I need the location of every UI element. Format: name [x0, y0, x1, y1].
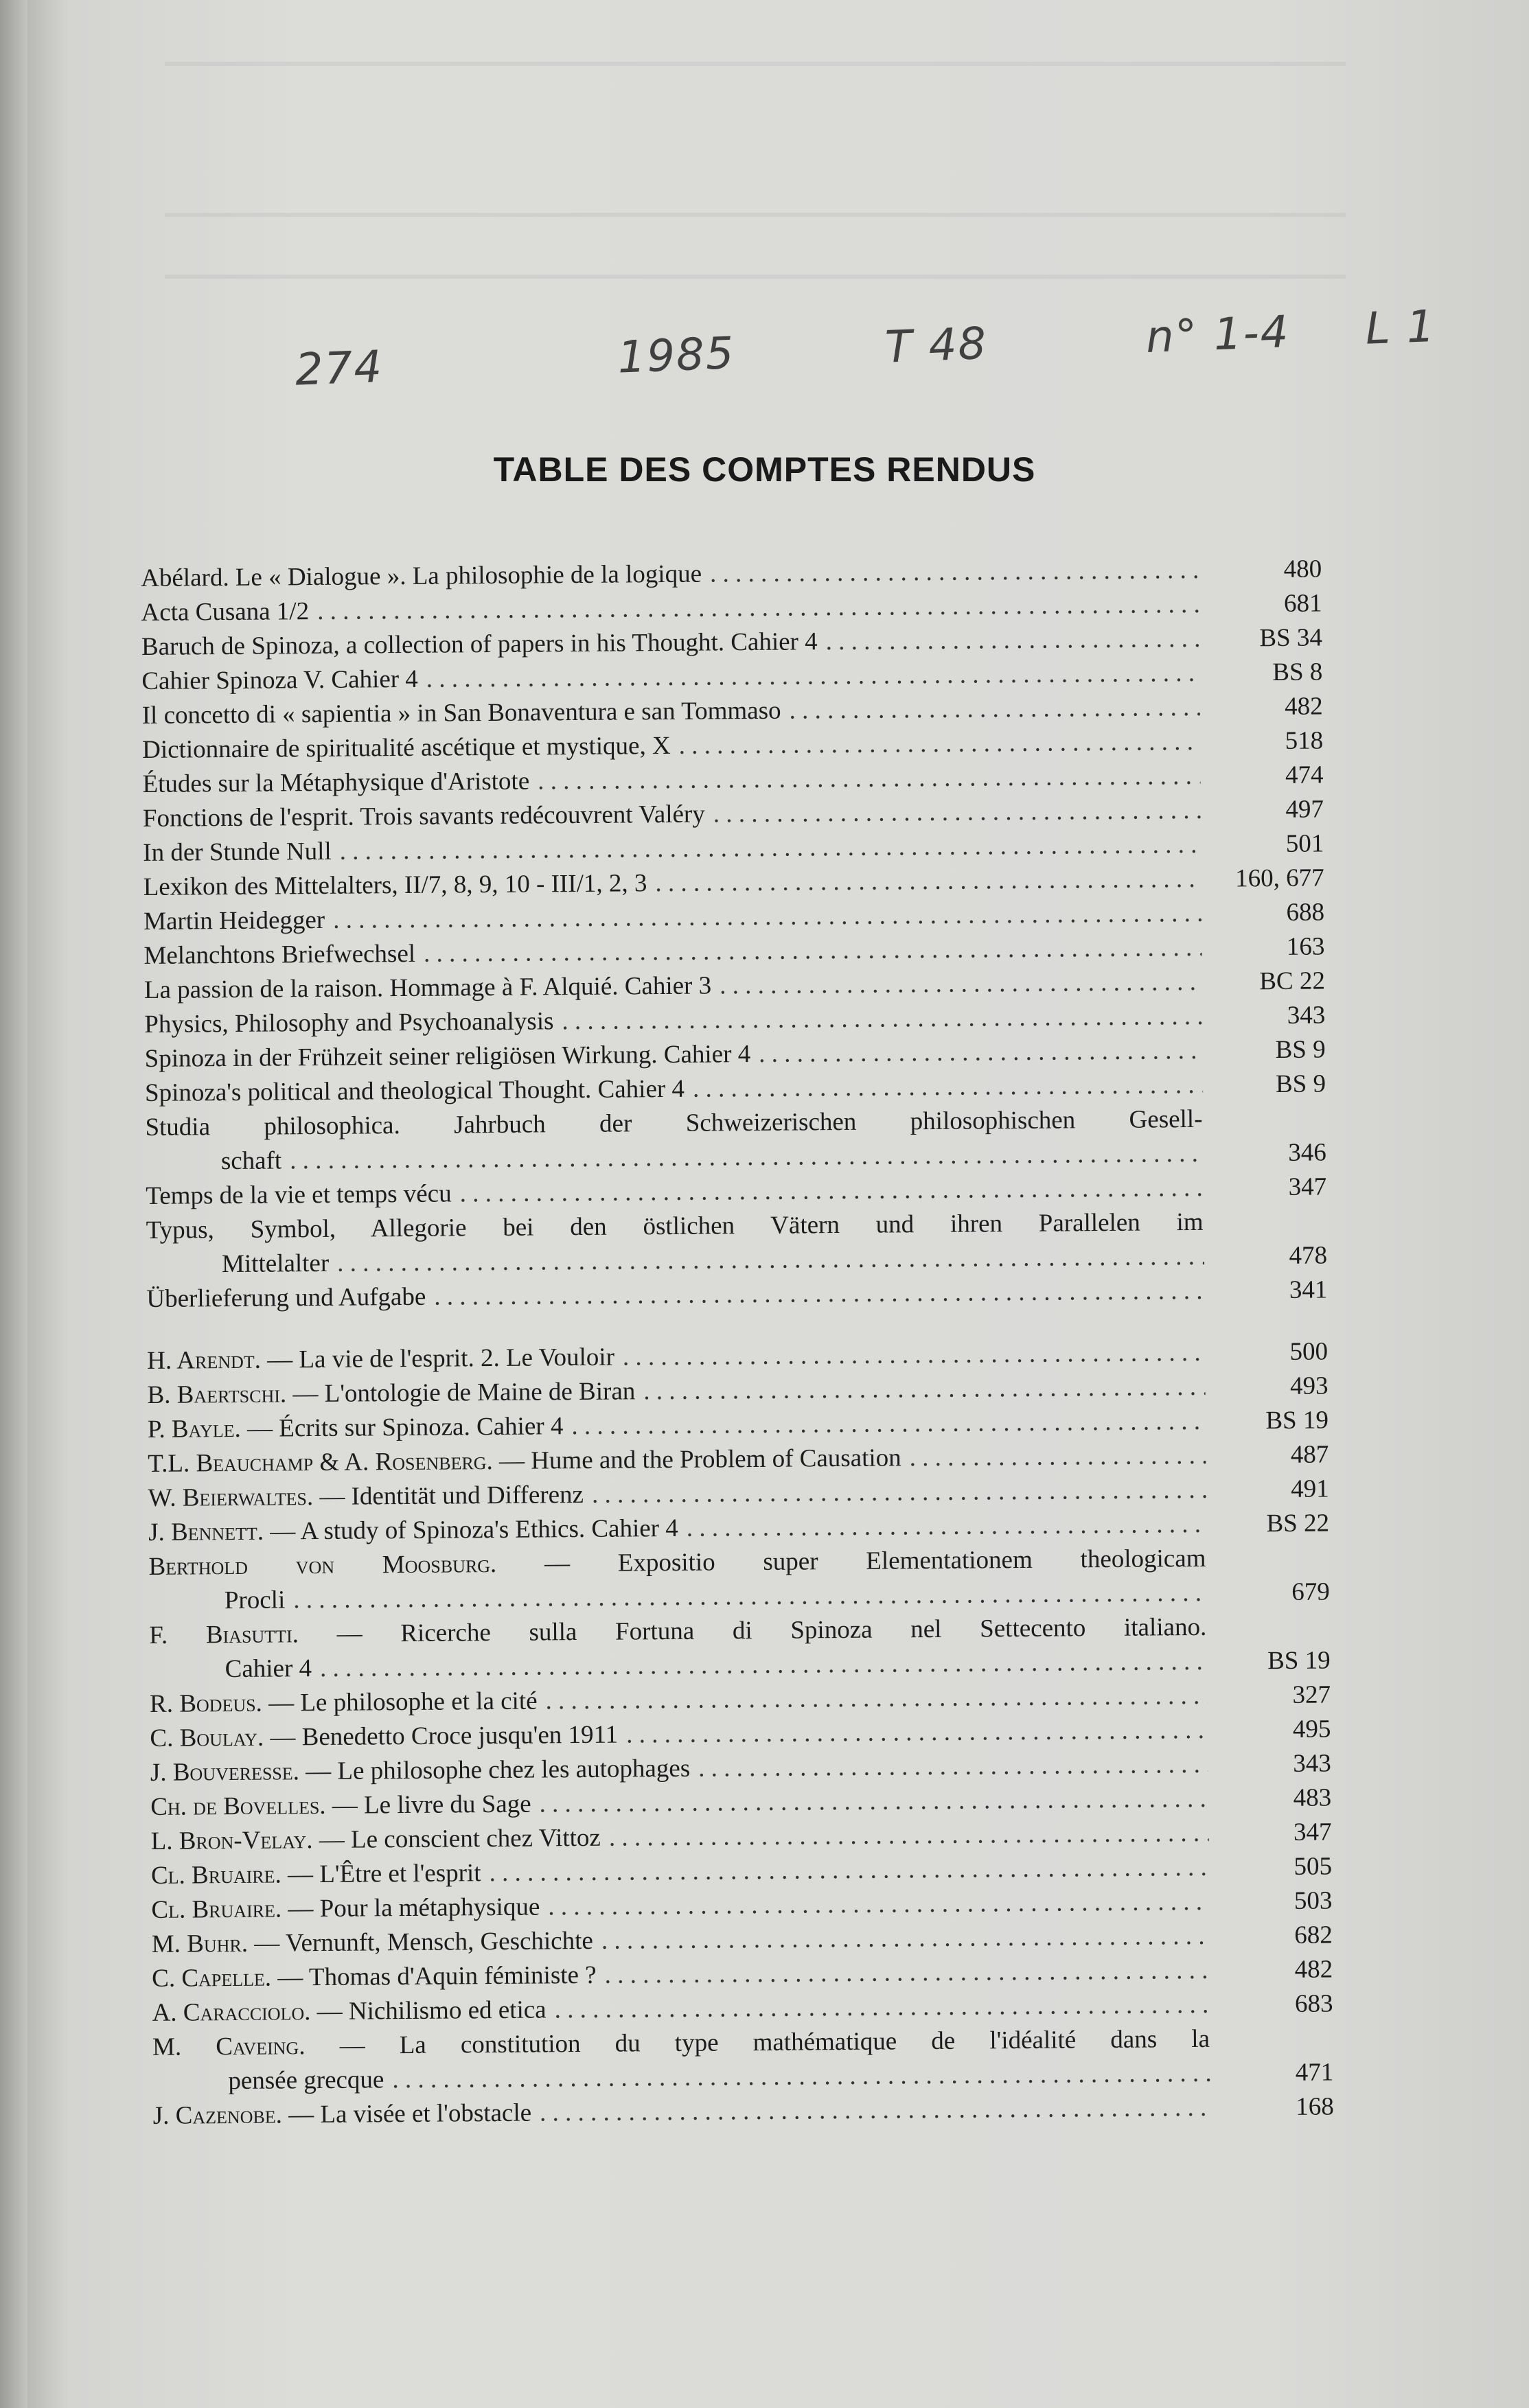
entry-text [142, 694, 781, 733]
author-name: F. Biasutti. [149, 1620, 299, 1649]
entry-title: Fonctions de l'esprit. Trois savants redécouvrent Valéry [142, 800, 705, 833]
entry-text [152, 1924, 593, 1962]
entry-text [142, 765, 529, 802]
author-name: M. Buhr. [151, 1929, 249, 1958]
author-name: P. Bayle. [147, 1414, 241, 1444]
entry-title: Physics, Philosophy and Psychoanalysis [144, 1007, 554, 1039]
leader-dots [424, 931, 1202, 971]
leader-dots [562, 999, 1202, 1039]
entry-title: Dictionnaire de spiritualité ascétique et mystique, X [141, 731, 671, 764]
leader-dots [687, 1507, 1207, 1546]
handwritten-mark: L 1 [1364, 301, 1437, 355]
leader-dots [609, 1816, 1209, 1855]
entry-title: — Vernunft, Mensch, Geschichte [254, 1926, 594, 1958]
leader-dots [554, 1988, 1210, 2027]
handwritten-year: 1985 [617, 328, 736, 384]
author-name: L. Bron-Velay. [150, 1826, 313, 1855]
page-reference: 491 [1291, 1474, 1329, 1503]
page-reference: 327 [1292, 1680, 1331, 1709]
leader-dots [604, 1954, 1210, 1993]
leader-dots [548, 1885, 1209, 1925]
handwritten-number: 274 [294, 341, 384, 396]
entry-text [144, 969, 712, 1007]
entry-text [141, 662, 418, 699]
entry-title: Typus, Symbol, Allegorie bei den östlichen Vätern und ihren Parallelen im [146, 1207, 1204, 1244]
author-name: W. Beierwaltes. [148, 1483, 314, 1512]
page-reference: BS 19 [1265, 1406, 1329, 1435]
entry-title: — La constitution du type mathématique de l'idéalité dans la [339, 2024, 1210, 2060]
page-reference: BS 9 [1275, 1035, 1326, 1065]
entry-text [143, 798, 705, 836]
entry-text [151, 1856, 481, 1893]
page-reference: 341 [1289, 1275, 1328, 1304]
entry-title: La passion de la raison. Hommage à F. Alquié. Cahier 3 [143, 971, 712, 1004]
entry-text [146, 1177, 452, 1213]
entry-title: Studia philosophica. Jahrbuch der Schweizerischen philosophischen Gesell- [145, 1104, 1203, 1142]
entry-text [152, 1993, 546, 2030]
leader-dots [643, 1370, 1206, 1409]
leader-dots [789, 691, 1200, 728]
page-reference: 688 [1286, 898, 1325, 927]
entry-title: — Écrits sur Spinoza. Cahier 4 [246, 1412, 564, 1443]
entry-title: — Expositio super Elementationem theologicam [544, 1544, 1206, 1578]
entry-title: — Identität und Differenz [319, 1480, 584, 1511]
entry-text [143, 903, 325, 939]
leader-dots [679, 725, 1201, 763]
page-reference: 160, 677 [1235, 864, 1324, 893]
author-name: C. Boulay. [150, 1723, 264, 1752]
page-reference: BS 34 [1259, 623, 1323, 653]
entry-title-continuation: Mittelalter [221, 1249, 330, 1279]
leader-dots [710, 553, 1199, 592]
page-reference: 343 [1293, 1749, 1331, 1778]
entry-title: — Pour la métaphysique [288, 1892, 540, 1923]
entry-title: — Benedetto Croce jusqu'en 1911 [270, 1720, 619, 1752]
entry-title-continuation: schaft [220, 1146, 282, 1176]
leader-dots [538, 759, 1201, 799]
author-name: C. Capelle. [152, 1963, 272, 1993]
entry-text [150, 1787, 531, 1825]
author-name: J. Bennett. [148, 1517, 264, 1547]
leader-dots [825, 622, 1199, 659]
page-reference: 168 [1296, 2092, 1334, 2121]
leader-dots [459, 1171, 1204, 1212]
page-reference: 493 [1289, 1371, 1329, 1400]
page-reference: BS 22 [1266, 1509, 1330, 1538]
entry-text [147, 1374, 635, 1413]
page-reference: BS 9 [1275, 1069, 1326, 1099]
entry-title: In der Stunde Null [143, 837, 332, 867]
page-reference: 478 [1289, 1241, 1328, 1270]
entry-text [148, 1409, 564, 1447]
page-reference: 480 [1283, 555, 1322, 583]
leader-dots [592, 1473, 1206, 1512]
entry-title: Acta Cusana 1/2 [141, 597, 310, 627]
entry-title: Lexikon des Mittelalters, II/7, 8, 9, 10 - III/1, 2, 3 [143, 869, 647, 901]
entry-text [146, 1280, 426, 1317]
page-reference: 347 [1293, 1818, 1332, 1846]
entry-title: — Thomas d'Aquin féministe ? [277, 1960, 597, 1992]
entry-title-continuation: pensée grecque [228, 2065, 384, 2096]
page-reference: 500 [1289, 1337, 1329, 1366]
author-name: B. Baertschi. [147, 1380, 287, 1409]
author-name: T.L. Beauchamp & A. Rosenberg. [148, 1447, 493, 1478]
leader-dots [489, 1851, 1209, 1890]
page-reference: 682 [1294, 1921, 1333, 1949]
entry-text [152, 1958, 597, 1996]
page-reference: 505 [1294, 1852, 1333, 1881]
entry-text [148, 1512, 678, 1550]
entry-title: Überlieferung und Aufgabe [146, 1282, 426, 1313]
entry-text [153, 2096, 532, 2133]
entry-title: Abélard. Le « Dialogue ». La philosophie de la logique [141, 559, 702, 592]
entry-text [148, 1478, 584, 1516]
bleed-through-line [165, 62, 1346, 66]
author-name: J. Bouveresse. [150, 1757, 300, 1787]
entry-title: — Le livre du Sage [332, 1790, 531, 1820]
entry-text [151, 1890, 540, 1927]
entry-title: — Le philosophe et la cité [268, 1687, 538, 1717]
entry-title: — Ricerche sulla Fortuna di Spinoza nel Settecento italiano. [336, 1612, 1207, 1648]
page-title: TABLE DES COMPTES RENDUS [493, 450, 1036, 489]
leader-dots [698, 1748, 1208, 1786]
entry-title: Spinoza's political and theological Thought. Cahier 4 [144, 1074, 685, 1107]
author-name: A. Caracciolo. [152, 1998, 311, 2027]
author-name: Cl. Bruaire. [150, 1860, 281, 1890]
entry-title: — Le philosophe chez les autophages [306, 1754, 691, 1786]
entry-title-continuation: Procli [224, 1586, 286, 1615]
entry-text [141, 594, 309, 630]
entry-text [150, 1718, 618, 1756]
leader-dots [759, 1034, 1203, 1072]
entry-title: — Nichilismo ed etica [317, 1995, 547, 2026]
author-name: J. Cazenobe. [152, 2100, 283, 2130]
leader-dots [693, 1068, 1203, 1107]
leader-dots [713, 794, 1202, 832]
entry-title: Cahier Spinoza V. Cahier 4 [141, 664, 419, 695]
entry-text [150, 1752, 691, 1790]
leader-dots [434, 1274, 1204, 1315]
toc-entry [152, 2021, 1334, 2099]
entry-text [141, 557, 702, 596]
leader-dots [623, 1336, 1206, 1375]
toc-entry [148, 1540, 1330, 1619]
page-reference: 343 [1287, 1001, 1326, 1030]
entry-title: — A study of Spinoza's Ethics. Cahier 4 [270, 1514, 678, 1546]
leader-dots [720, 965, 1202, 1004]
entry-text [147, 1341, 614, 1378]
entry-text [148, 1441, 901, 1481]
entry-title: — L'ontologie de Maine de Biran [292, 1377, 636, 1409]
entry-title: — La visée et l'obstacle [288, 2098, 532, 2129]
authors-section [147, 1334, 1334, 2133]
page-reference: 503 [1294, 1886, 1333, 1915]
page-reference: 679 [1291, 1577, 1331, 1606]
toc-entry [146, 1204, 1327, 1282]
entry-title: Martin Heidegger [143, 905, 325, 936]
author-name: M. Caveing. [152, 2032, 306, 2061]
page-reference: BS 19 [1267, 1646, 1331, 1676]
entry-title: Spinoza in der Frühzeit seiner religiösen Wirkung. Cahier 4 [144, 1040, 751, 1073]
leader-dots [626, 1713, 1208, 1752]
entry-title: — Hume and the Problem of Causation [498, 1444, 901, 1475]
page-reference: 346 [1288, 1138, 1326, 1167]
page-reference: 683 [1294, 1989, 1333, 2018]
page-reference: BS 8 [1272, 658, 1323, 687]
page-reference: 518 [1285, 726, 1324, 755]
page-reference: 681 [1283, 589, 1322, 618]
entry-text [150, 1821, 601, 1859]
leader-dots [910, 1439, 1206, 1475]
entry-text [143, 866, 647, 905]
leader-dots [545, 1679, 1208, 1719]
author-name: Ch. de Bovelles. [150, 1791, 326, 1821]
author-name: H. Arendt. [146, 1345, 262, 1375]
page-reference: 163 [1286, 932, 1325, 961]
handwritten-volume: T 48 [884, 318, 989, 373]
leader-dots [540, 2091, 1211, 2131]
entry-text [143, 835, 332, 870]
entry-title: — La vie de l'esprit. 2. Le Vouloir [267, 1343, 615, 1374]
leader-dots [601, 1919, 1210, 1958]
entry-text [143, 937, 415, 973]
page-reference: 471 [1295, 2058, 1334, 2087]
entry-text [150, 1685, 538, 1722]
leader-dots [426, 656, 1200, 697]
page-reference: 482 [1285, 692, 1323, 721]
leader-dots [571, 1404, 1206, 1444]
entry-text [144, 1004, 554, 1042]
toc-entry [145, 1101, 1326, 1179]
page-reference: 347 [1288, 1172, 1327, 1201]
entry-title: — L'Être et l'esprit [287, 1859, 481, 1889]
entry-text [145, 1072, 685, 1111]
author-name: Berthold von Moosburg. [148, 1549, 497, 1581]
table-of-reviews [141, 552, 1334, 2133]
toc-entry [149, 1609, 1331, 1687]
author-name: Cl. Bruaire. [151, 1895, 282, 1924]
page-reference: 497 [1285, 795, 1324, 824]
bleed-through-line [165, 213, 1346, 217]
page-reference: 495 [1292, 1715, 1331, 1744]
book-spine-shadow [0, 0, 27, 2408]
page-reference: 474 [1285, 761, 1324, 789]
entry-title: — Le conscient chez Vittoz [319, 1823, 601, 1855]
entry-text [142, 729, 671, 767]
entry-text [144, 1037, 750, 1076]
entry-title: Études sur la Métaphysique d'Aristote [142, 767, 530, 798]
entry-text [141, 625, 818, 664]
page-reference: 487 [1290, 1440, 1329, 1469]
entry-title: Baruch de Spinoza, a collection of papers in his Thought. Cahier 4 [141, 627, 818, 661]
page-reference: 483 [1293, 1783, 1332, 1812]
entry-title: Il concetto di « sapientia » in San Bonaventura e san Tommaso [141, 696, 781, 730]
page-reference: 482 [1294, 1955, 1333, 1984]
page-reference: 501 [1285, 829, 1324, 858]
works-section [141, 552, 1328, 1316]
bleed-through-line [165, 275, 1346, 279]
leader-dots [539, 1782, 1208, 1822]
leader-dots [655, 862, 1202, 901]
author-name: R. Bodeus. [149, 1689, 263, 1718]
entry-title: Melanchtons Briefwechsel [143, 939, 416, 970]
entry-title-continuation: Cahier 4 [225, 1654, 312, 1684]
entry-title: Temps de la vie et temps vécu [146, 1179, 452, 1210]
handwritten-issue: n° 1-4 [1145, 307, 1291, 364]
page-reference: BC 22 [1259, 966, 1326, 996]
